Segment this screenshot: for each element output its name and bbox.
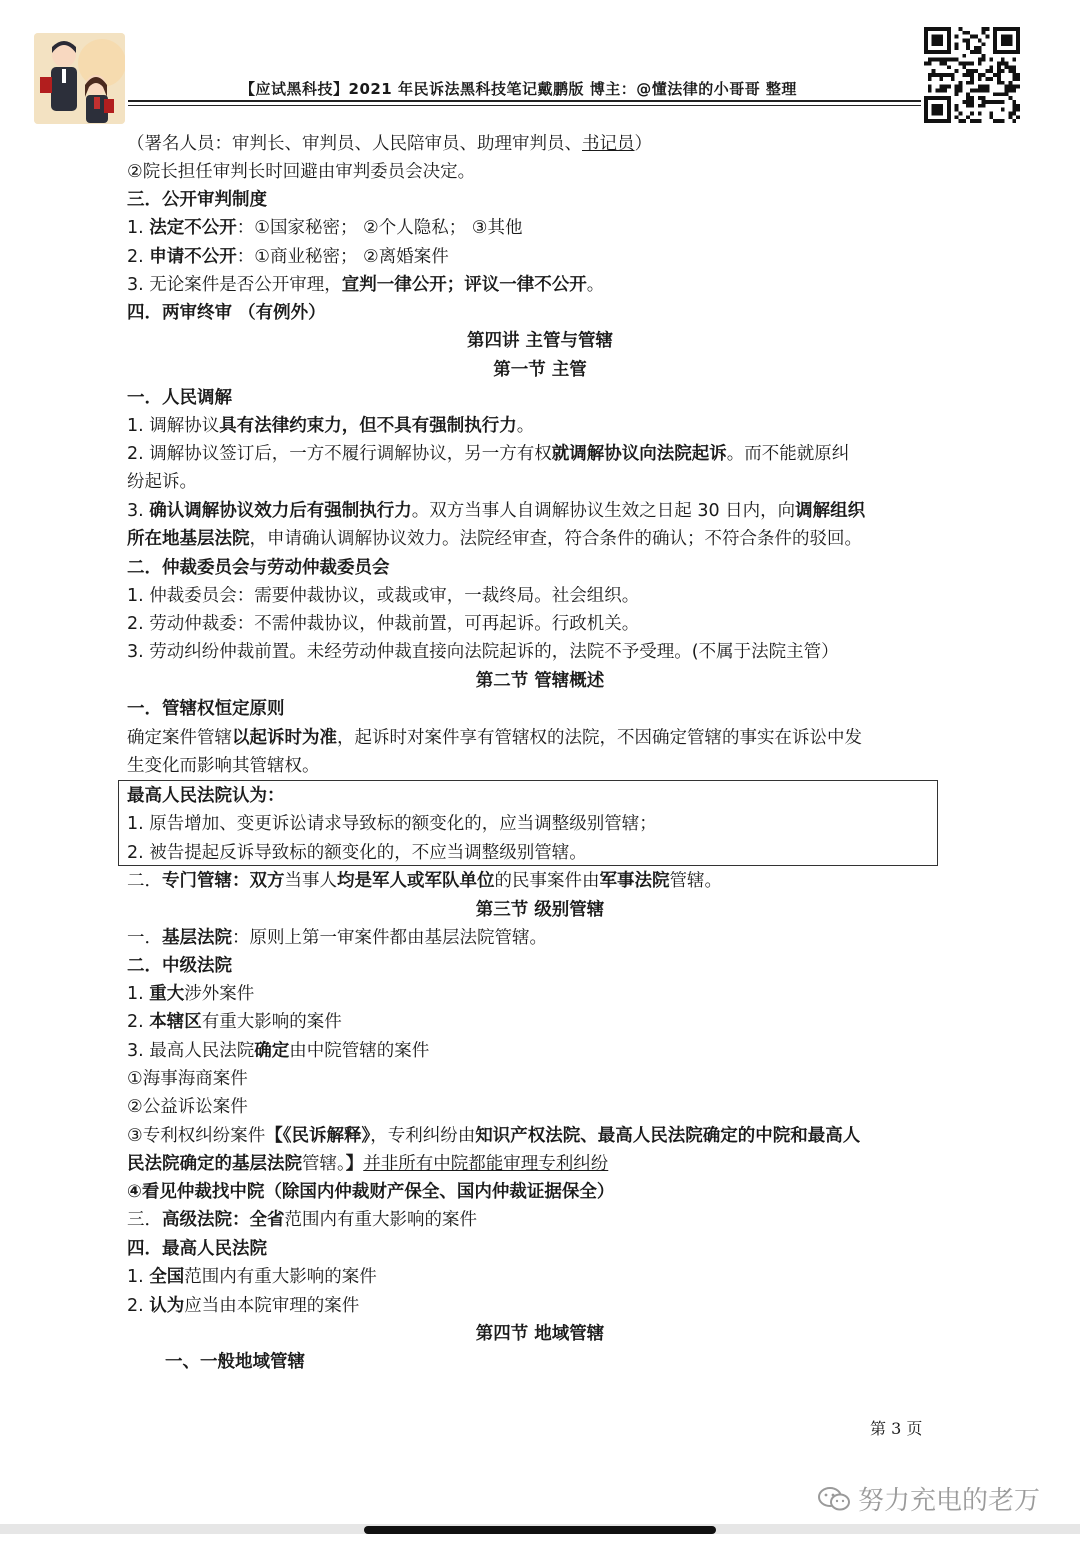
text-segment: 一、一般地域管辖 [165, 1352, 305, 1372]
text-line [127, 953, 232, 979]
text-segment: 生变化而影响其管辖权。 [127, 756, 320, 776]
text-segment: ，起诉时对案件享有管辖权的法院，不因确定管辖的事实在诉讼中发 [337, 728, 862, 748]
text-line [127, 1123, 860, 1149]
text-line [127, 187, 267, 213]
text-segment: 高级法院：全省 [162, 1210, 285, 1230]
header-logo-cartoon-image [34, 33, 125, 124]
text-segment: 二．中级法院 [127, 956, 232, 976]
text-segment: 。双方当事人自调解协议生效之日起 30 日内，向 [411, 501, 796, 521]
text-segment: 确认调解协议效力后有强制执行力 [149, 501, 412, 521]
header-rule-thin [128, 105, 921, 106]
text-segment: 所在地基层法院 [127, 529, 250, 549]
text-segment: 四．两审终审 （有例外） [127, 303, 326, 323]
wechat-icon [818, 1486, 850, 1512]
text-line [127, 868, 722, 894]
section-heading [0, 897, 1080, 923]
text-line [127, 840, 587, 866]
text-line [127, 811, 657, 837]
text-segment: 全国 [149, 1267, 185, 1287]
text-segment: 1. [127, 984, 150, 1004]
home-indicator-bar[interactable] [364, 1526, 716, 1534]
text-line [127, 783, 285, 809]
header-title: 【应试黑科技】2021 年民诉法黑科技笔记戴鹏版 博主：@懂法律的小哥哥 整理 [240, 80, 797, 98]
text-segment: 以起诉时为准 [232, 728, 337, 748]
text-segment: 1. [127, 218, 150, 238]
text-segment: 由中院管辖的案件 [289, 1041, 430, 1061]
text-line [127, 1179, 614, 1205]
text-segment: 。 [586, 275, 605, 295]
text-segment: 纷起诉。 [127, 472, 197, 492]
text-segment: 本辖区 [149, 1012, 202, 1032]
text-line [127, 696, 285, 722]
text-segment: 二．仲裁委员会与劳动仲裁委员会 [127, 558, 390, 578]
text-segment: 【《民诉解释》 [265, 1126, 371, 1146]
text-segment: 一．人民调解 [127, 388, 232, 408]
text-segment: ①海事海商案件 [127, 1069, 248, 1089]
section-heading [0, 328, 1080, 354]
text-line [127, 1066, 248, 1092]
text-segment: 3. [127, 501, 150, 521]
text-line [165, 1349, 305, 1375]
text-segment: ④看见仲裁找中院（除国内仲裁财产保全、国内仲裁证据保全） [127, 1182, 615, 1202]
text-segment: 具有法律约束力，但不具有强制执行力 [219, 416, 517, 436]
text-segment: 】 [345, 1154, 364, 1174]
section-heading [0, 1321, 1080, 1347]
watermark [818, 1480, 1040, 1517]
page-number: 第 3 页 [870, 1419, 923, 1438]
text-line [127, 1207, 477, 1233]
section-heading [0, 668, 1080, 694]
text-line [127, 498, 865, 524]
section-heading [0, 357, 1080, 383]
qr-code-image [924, 27, 1020, 123]
text-segment: 民法院确定的基层法院 [127, 1154, 302, 1174]
text-segment: 当事人 [284, 871, 337, 891]
text-segment: 专门管辖：双方 [162, 871, 285, 891]
text-line [127, 611, 639, 637]
text-segment: 申请不公开 [149, 247, 237, 267]
text-segment: 二． [127, 871, 162, 891]
text-line [127, 1293, 359, 1319]
text-segment: 就调解协议向法院起诉 [551, 444, 727, 464]
text-segment: 第二节 管辖概述 [475, 671, 605, 691]
text-segment: 涉外案件 [184, 984, 255, 1004]
text-segment: 应当由本院审理的案件 [184, 1296, 360, 1316]
text-line [127, 1009, 342, 1035]
text-segment: 1. 仲裁委员会：需要仲裁协议，或裁或审，一裁终局。社会组织。 [127, 586, 640, 606]
text-segment: 调解组织 [795, 501, 866, 521]
text-segment: 2. [127, 1296, 150, 1316]
text-segment: ②公益诉讼案件 [127, 1097, 248, 1117]
text-line [127, 413, 534, 439]
text-segment: 基层法院 [162, 928, 232, 948]
text-line [127, 639, 839, 665]
text-segment: 的民事案件由 [494, 871, 600, 891]
text-segment: 四．最高人民法院 [127, 1239, 267, 1259]
text-segment: 一．管辖权恒定原则 [127, 699, 285, 719]
text-segment: 认为 [149, 1296, 185, 1316]
watermark-text: 努力充电的老万 [858, 1486, 1041, 1516]
text-segment: 3. 无论案件是否公开审理， [127, 275, 342, 295]
text-line [127, 583, 639, 609]
text-segment: 三． [127, 1210, 162, 1230]
text-segment: 并非所有中院都能审理专利纠纷 [363, 1154, 609, 1174]
text-line [127, 215, 522, 241]
text-line [127, 1151, 608, 1177]
text-line [127, 981, 254, 1007]
text-segment: ：原则上第一审案件都由基层法院管辖。 [232, 928, 547, 948]
text-line [127, 244, 449, 270]
text-segment: 第三节 级别管辖 [475, 900, 605, 920]
text-line [127, 753, 320, 779]
text-segment: 军事法院 [599, 871, 670, 891]
text-segment: 3. 劳动纠纷仲裁前置。未经劳动仲裁直接向法院起诉的，法院不予受理。(不属于法院主管） [127, 642, 839, 662]
text-segment: 最高人民法院认为： [127, 786, 285, 806]
text-segment: 1. 原告增加、变更诉讼请求导致标的额变化的，应当调整级别管辖； [127, 814, 657, 834]
text-line [127, 469, 197, 495]
text-segment: 三．公开审判制度 [127, 190, 267, 210]
text-segment: ，申请确认调解协议效力。法院经审查，符合条件的确认；不符合条件的驳回。 [249, 529, 862, 549]
text-segment: 书记员 [582, 134, 635, 154]
text-line [127, 385, 232, 411]
text-segment: 一． [127, 928, 162, 948]
text-segment: 均是军人或军队单位 [337, 871, 495, 891]
text-segment: ） [634, 134, 652, 154]
text-segment: 第一节 主管 [493, 360, 587, 380]
text-segment: 确定 [254, 1041, 290, 1061]
text-segment: 管辖。 [302, 1154, 346, 1174]
text-segment: ：①商业秘密； ②离婚案件 [236, 247, 449, 267]
text-segment: 1. [127, 1267, 150, 1287]
text-segment: 知识产权法院、最高人民法院确定的中院和最高人 [475, 1126, 861, 1146]
text-line [127, 300, 326, 326]
text-line [127, 555, 390, 581]
text-segment: 2. [127, 247, 150, 267]
text-segment: 。 [516, 416, 535, 436]
text-line [127, 272, 604, 298]
text-segment: 法定不公开 [149, 218, 237, 238]
text-segment: 范围内有重大影响的案件 [184, 1267, 377, 1287]
text-line [127, 1094, 248, 1120]
text-segment: 2. 被告提起反诉导致标的额变化的，不应当调整级别管辖。 [127, 843, 587, 863]
text-segment: 3. 最高人民法院 [127, 1041, 255, 1061]
text-segment: 2. 调解协议签订后，一方不履行调解协议，另一方有权 [127, 444, 552, 464]
text-line [127, 1038, 429, 1064]
text-segment: 宣判一律公开；评议一律不公开 [341, 275, 587, 295]
text-segment: 重大 [149, 984, 185, 1004]
text-segment: ②院长担任审判长时回避由审判委员会决定。 [127, 162, 476, 182]
text-segment: 。而不能就原纠 [726, 444, 850, 464]
text-segment: ：①国家秘密； ②个人隐私； ③其他 [236, 218, 523, 238]
text-segment: ③专利权纠纷案件 [127, 1126, 266, 1146]
text-segment: 范围内有重大影响的案件 [284, 1210, 477, 1230]
text-line [127, 131, 652, 157]
text-line [127, 441, 849, 467]
text-line [127, 1236, 267, 1262]
text-line [127, 526, 862, 552]
text-segment: 1. 调解协议 [127, 416, 220, 436]
header-rule-thick [128, 100, 921, 102]
text-segment: 管辖。 [669, 871, 722, 891]
text-segment: 2. 劳动仲裁委：不需仲裁协议，仲裁前置，可再起诉。行政机关。 [127, 614, 640, 634]
text-segment: 2. [127, 1012, 150, 1032]
text-line [127, 159, 475, 185]
text-line [127, 925, 547, 951]
text-segment: （署名人员：审判长、审判员、人民陪审员、助理审判员、 [127, 134, 582, 154]
text-segment: 第四节 地域管辖 [475, 1324, 605, 1344]
text-line [127, 725, 862, 751]
text-segment: 有重大影响的案件 [201, 1012, 342, 1032]
text-segment: ，专利纠纷由 [370, 1126, 476, 1146]
text-segment: 第四讲 主管与管辖 [466, 331, 614, 351]
text-segment: 确定案件管辖 [127, 728, 232, 748]
text-line [127, 1264, 377, 1290]
